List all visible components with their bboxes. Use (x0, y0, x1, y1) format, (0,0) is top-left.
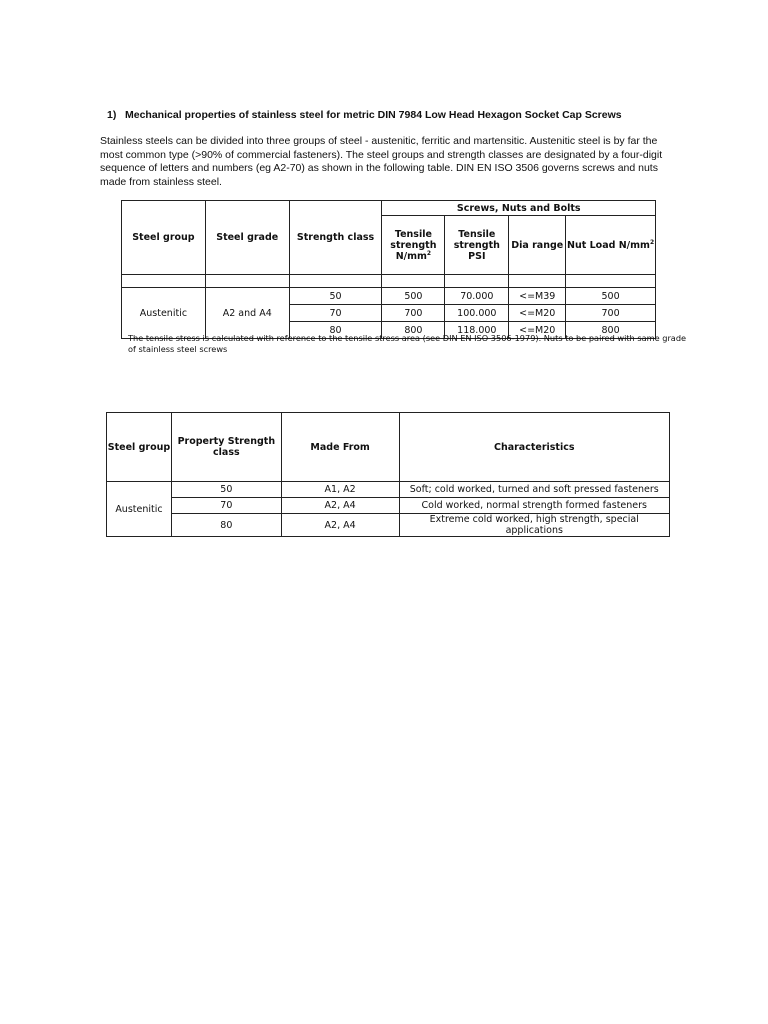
dia-range-cell: <=M20 (509, 305, 566, 322)
steel-grade-cell: A2 and A4 (205, 288, 289, 339)
tensile-psi-cell: 70.000 (445, 288, 509, 305)
table-row (107, 482, 670, 498)
tensile-nmm-cell: 700 (382, 305, 445, 322)
header-strength-class: Strength class (289, 201, 382, 275)
intro-paragraph: Stainless steels can be divided into three groups of steel - austenitic, ferritic and martensitic. Austenitic steel is by far the most common type (>90% of commercial fasteners). The steel groups and strength classes are designated by a four-digit sequence of letters and numbers (eg A2-70) as shown in the following table. DIN EN ISO 3506 governs screws and nuts made from stainless steel. (100, 135, 663, 188)
tensile-nmm-cell: 800 (382, 322, 445, 339)
header-row (107, 413, 670, 482)
tensile-psi-cell: 100.000 (445, 305, 509, 322)
header-characteristics: Characteristics (399, 413, 670, 482)
table-row (122, 288, 656, 305)
header-gap-row (122, 275, 656, 288)
characteristics-table (106, 412, 670, 537)
table-row (107, 498, 670, 514)
made-from-cell: A2, A4 (281, 498, 399, 514)
tensile-nmm-cell: 500 (382, 288, 445, 305)
header-tensile-nmm: Tensile strength $N/mm^2$ (382, 216, 445, 275)
mechanical-properties-table (121, 200, 656, 339)
section-title: Mechanical properties of stainless steel for metric DIN 7984 Low Head Hexagon Socket Cap Screws (125, 109, 622, 121)
class-cell: 80 (171, 514, 281, 537)
header-steel-group: Steel group (107, 413, 172, 482)
strength-class-cell: 50 (289, 288, 382, 305)
steel-group-cell: Austenitic (107, 482, 172, 537)
nut-load-cell: 700 (566, 305, 656, 322)
header-screws-nuts-bolts: Screws, Nuts and Bolts (382, 201, 656, 216)
header-made-from: Made From (281, 413, 399, 482)
tensile-psi-cell: 118.000 (445, 322, 509, 339)
header-dia-range: Dia range (509, 216, 566, 275)
made-from-cell: A1, A2 (281, 482, 399, 498)
made-from-cell: A2, A4 (281, 514, 399, 537)
class-cell: 70 (171, 498, 281, 514)
class-cell: 50 (171, 482, 281, 498)
header-row (122, 201, 656, 216)
dia-range-cell: <=M39 (509, 288, 566, 305)
tensile-stress-note: The tensile stress is calculated with reference to the tensile stress area (see DIN EN ISO 3506-1979). Nuts to be paired with same grade of stainless steel screws (128, 333, 687, 354)
characteristics-cell: Soft; cold worked, turned and soft pressed fasteners (399, 482, 670, 498)
strength-class-cell: 80 (289, 322, 382, 339)
dia-range-cell: <=M20 (509, 322, 566, 339)
header-nut-load: Nut Load $N/mm^2$ (566, 216, 656, 275)
header-steel-grade: Steel grade (205, 201, 289, 275)
nut-load-cell: 500 (566, 288, 656, 305)
characteristics-cell: Extreme cold worked, high strength, special applications (399, 514, 670, 537)
strength-class-cell: 70 (289, 305, 382, 322)
characteristics-cell: Cold worked, normal strength formed fasteners (399, 498, 670, 514)
steel-group-cell: Austenitic (122, 288, 206, 339)
section-number: 1) (107, 109, 117, 121)
nut-load-cell: 800 (566, 322, 656, 339)
header-tensile-psi: Tensile strength PSI (445, 216, 509, 275)
header-property-strength-class: Property Strength class (171, 413, 281, 482)
table-row (107, 514, 670, 537)
section-heading (107, 109, 622, 121)
header-steel-group: Steel group (122, 201, 206, 275)
